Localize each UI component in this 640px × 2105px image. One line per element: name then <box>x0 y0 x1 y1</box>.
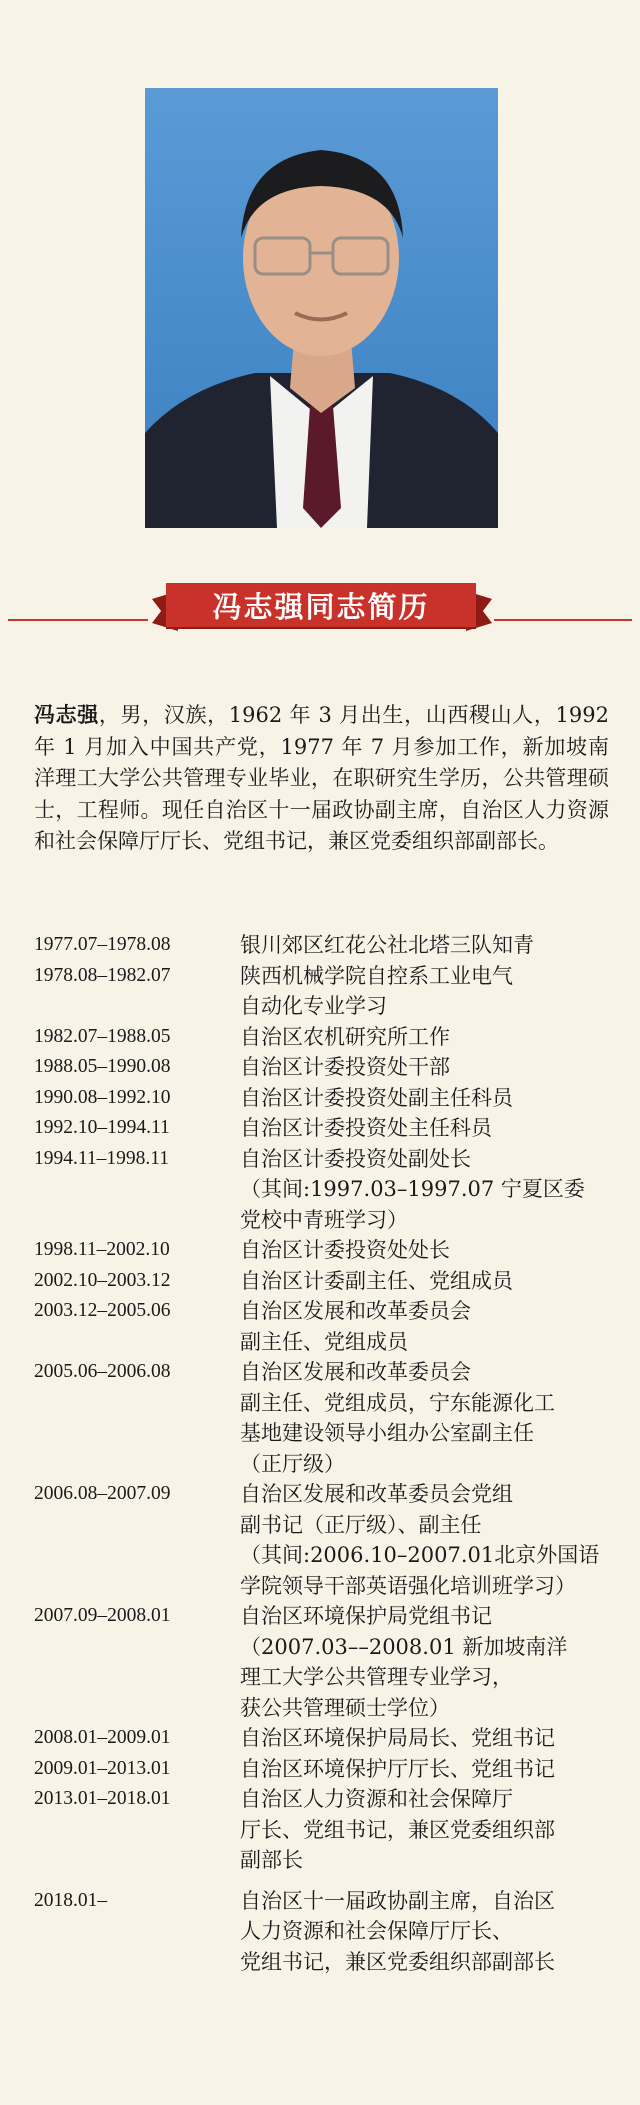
timeline-description-line: 厅长、党组书记，兼区党委组织部 <box>240 1817 555 1842</box>
timeline-description-line: 银川郊区红花公社北塔三队知青 <box>240 933 534 957</box>
timeline-description <box>240 1266 624 1297</box>
timeline-description-line: 自动化专业学习 <box>240 994 387 1018</box>
timeline-description <box>240 1357 624 1479</box>
timeline-description-line: 副主任、党组成员，宁东能源化工 <box>240 1390 555 1415</box>
timeline-description-line: 自治区环境保护局局长、党组书记 <box>240 1726 555 1750</box>
timeline-description-line: 自治区发展和改革委员会 <box>240 1299 471 1323</box>
timeline-description <box>240 1784 624 1876</box>
timeline-description-line: 自治区人力资源和社会保障厅 <box>240 1787 513 1811</box>
timeline-description <box>240 1083 624 1114</box>
timeline-row <box>34 1113 624 1144</box>
timeline-row <box>34 1022 624 1053</box>
timeline-row <box>34 1479 624 1601</box>
timeline-date: 1990.08–1992.10 <box>34 1086 171 1108</box>
timeline-description-line: 基地建设领导小组办公室副主任 <box>240 1421 534 1445</box>
timeline-description <box>240 961 624 1022</box>
timeline-description-line: 获公共管理硕士学位） <box>240 1695 450 1720</box>
timeline-description <box>240 1296 624 1357</box>
timeline-description <box>240 1235 624 1266</box>
timeline-description-line: （正厅级） <box>240 1451 345 1476</box>
timeline-description-line: 副主任、党组成员 <box>240 1329 408 1354</box>
timeline-description-line: 自治区计委投资处副主任科员 <box>240 1085 513 1110</box>
banner-left-rule <box>8 619 148 621</box>
timeline-row <box>34 1723 624 1754</box>
timeline-date: 2002.10–2003.12 <box>34 1269 171 1291</box>
timeline-date: 1992.10–1994.11 <box>34 1117 170 1138</box>
timeline-row <box>34 1052 624 1083</box>
timeline-description <box>240 930 624 961</box>
timeline-row <box>34 1601 624 1723</box>
timeline-row <box>34 1357 624 1479</box>
timeline-description <box>240 1113 624 1144</box>
timeline-description-line: （2007.03––2008.01 新加坡南洋 <box>240 1634 568 1659</box>
timeline-date: 1998.11–2002.10 <box>34 1239 170 1260</box>
person-name: 冯志强 <box>34 703 99 727</box>
portrait-photo <box>145 88 498 528</box>
timeline-description <box>240 1723 624 1754</box>
banner-title: 冯志强同志简历 <box>166 583 476 627</box>
timeline-description <box>240 1601 624 1723</box>
timeline-row <box>34 961 624 1022</box>
timeline-description-line: 理工大学公共管理专业学习， <box>240 1665 513 1689</box>
timeline-date: 2009.01–2013.01 <box>34 1757 171 1779</box>
timeline-date: 2008.01–2009.01 <box>34 1727 171 1748</box>
timeline-row <box>34 1886 624 1978</box>
intro-text: ，男，汉族，1962 年 3 月出生，山西稷山人，1992 年 1 月加入中国共产党，1977 年 7 月参加工作，新加坡南洋理工大学公共管理专业毕业，在职研究生学历，公共管理硕士，工程师。现任自治区十一届政协副主席，自治区人力资源和社会保障厅厅长、党组书记，兼区党委组织部副部长。 <box>34 703 609 853</box>
timeline-description-line: 陕西机械学院自控系工业电气 <box>240 963 513 988</box>
timeline-date: 2006.08–2007.09 <box>34 1483 171 1504</box>
timeline-description-line: 自治区发展和改革委员会 <box>240 1360 471 1384</box>
timeline-description-line: 自治区计委投资处主任科员 <box>240 1116 492 1140</box>
timeline-description-line: 学院领导干部英语强化培训班学习） <box>240 1573 576 1598</box>
timeline-date: 1978.08–1982.07 <box>34 964 171 986</box>
timeline-description <box>240 1886 624 1978</box>
timeline-description-line: 党组书记，兼区党委组织部副部长 <box>240 1949 555 1974</box>
career-timeline <box>34 930 624 1977</box>
timeline-description-line: 自治区环境保护局党组书记 <box>240 1604 492 1628</box>
timeline-row <box>34 1083 624 1114</box>
timeline-date: 2007.09–2008.01 <box>34 1605 171 1626</box>
timeline-row <box>34 1144 624 1236</box>
timeline-row <box>34 930 624 961</box>
timeline-date: 1977.07–1978.08 <box>34 934 171 955</box>
timeline-description-line: 党校中青班学习） <box>240 1207 408 1232</box>
timeline-description <box>240 1144 624 1236</box>
timeline-description-line: 副书记（正厅级）、副主任 <box>240 1512 482 1537</box>
timeline-date: 2018.01– <box>34 1889 108 1911</box>
timeline-description-line: 自治区农机研究所工作 <box>240 1024 450 1049</box>
timeline-description <box>240 1052 624 1083</box>
timeline-description <box>240 1754 624 1785</box>
timeline-description-line: 自治区环境保护厅厅长、党组书记 <box>240 1756 555 1781</box>
timeline-description-line: （其间:1997.03–1997.07 宁夏区委 <box>240 1177 585 1201</box>
timeline-description-line: 副部长 <box>240 1848 303 1872</box>
timeline-description-line: 自治区发展和改革委员会党组 <box>240 1482 513 1506</box>
timeline-date: 2003.12–2005.06 <box>34 1300 171 1321</box>
timeline-date: 2005.06–2006.08 <box>34 1361 171 1382</box>
timeline-date: 2013.01–2018.01 <box>34 1788 171 1809</box>
timeline-date: 1988.05–1990.08 <box>34 1056 171 1077</box>
timeline-description <box>240 1022 624 1053</box>
banner-right-rule <box>494 619 632 621</box>
timeline-description-line: （其间:2006.10–2007.01北京外国语 <box>240 1543 600 1567</box>
timeline-row <box>34 1784 624 1876</box>
intro-paragraph <box>34 700 609 858</box>
timeline-row <box>34 1754 624 1785</box>
timeline-row <box>34 1235 624 1266</box>
section-banner <box>0 575 640 635</box>
timeline-description-line: 自治区计委投资处干部 <box>240 1055 450 1079</box>
timeline-row <box>34 1296 624 1357</box>
timeline-row <box>34 1266 624 1297</box>
timeline-description-line: 自治区计委投资处副处长 <box>240 1146 471 1171</box>
timeline-description-line: 自治区计委投资处处长 <box>240 1238 450 1262</box>
timeline-description-line: 自治区计委副主任、党组成员 <box>240 1268 513 1293</box>
timeline-date: 1994.11–1998.11 <box>34 1147 170 1169</box>
timeline-description <box>240 1479 624 1601</box>
timeline-description-line: 人力资源和社会保障厅厅长、 <box>240 1919 513 1943</box>
timeline-description-line: 自治区十一届政协副主席，自治区 <box>240 1888 555 1913</box>
timeline-date: 1982.07–1988.05 <box>34 1025 171 1047</box>
